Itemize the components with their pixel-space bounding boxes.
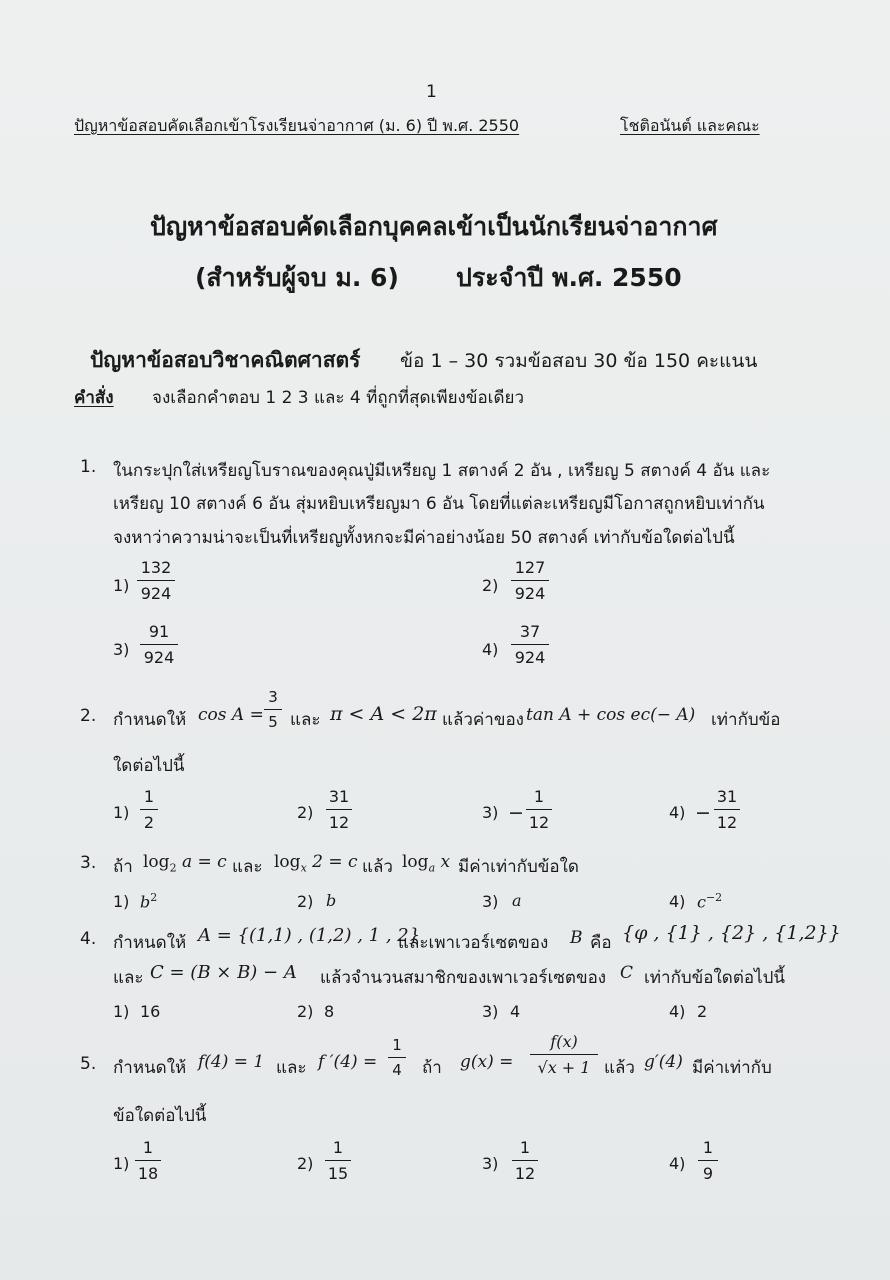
question-text: เท่ากับข้อใดต่อไปนี้: [644, 968, 786, 988]
question-text: กำหนดให้: [113, 710, 187, 730]
option-3-value: 4: [510, 1002, 521, 1021]
question-text: กำหนดให้: [113, 933, 187, 953]
option-3-label: 3): [482, 1002, 499, 1021]
question-number: 4.: [80, 929, 97, 949]
option-3-fraction: 1 12: [526, 787, 552, 832]
option-3-label: 3): [482, 892, 499, 911]
math-symbol: C: [620, 963, 634, 983]
question-number: 2.: [80, 706, 97, 726]
set-a-expression: A = {(1,1) , (1,2) , 1 , 2}: [198, 925, 421, 946]
option-1-fraction: 132 924: [137, 558, 175, 603]
option-2-fraction: 1 15: [325, 1138, 351, 1183]
math-expression: $\log_2 a = c$: [143, 852, 227, 875]
option-2-fraction: 127 924: [511, 558, 549, 603]
subject-info: ข้อ 1 – 30 รวมข้อสอบ 30 ข้อ 150 คะแนน: [400, 350, 758, 372]
instruction-text: จงเลือกคำตอบ 1 2 3 และ 4 ที่ถูกที่สุดเพียงข้อเดียว: [152, 388, 525, 408]
math-fraction: 1 4: [388, 1036, 406, 1079]
math-expression: f ′(4) =: [318, 1052, 378, 1072]
option-3-fraction: 1 12: [512, 1138, 538, 1183]
option-1-label: 1): [113, 892, 130, 911]
option-2-value: 8: [324, 1002, 335, 1021]
question-text: แล้วค่าของ: [442, 710, 524, 730]
option-4-fraction: 1 9: [698, 1138, 718, 1183]
math-fraction: 3 5: [264, 688, 282, 731]
option-1-fraction: 1 18: [135, 1138, 161, 1183]
question-text: คือ: [590, 933, 612, 953]
question-text-line: ข้อใดต่อไปนี้: [113, 1106, 207, 1126]
option-4-fraction: 37 924: [511, 622, 549, 667]
math-expression: π < A < 2π: [330, 703, 437, 725]
option-2-value: b: [326, 891, 337, 910]
subject-title: ปัญหาข้อสอบวิชาคณิตศาสตร์: [90, 348, 361, 372]
option-4-fraction: 31 12: [714, 787, 740, 832]
exam-year: ประจำปี พ.ศ. 2550: [456, 263, 682, 292]
question-text: และ: [113, 968, 144, 988]
math-expression: f(4) = 1: [198, 1052, 265, 1072]
option-1-fraction: 1 2: [140, 787, 158, 832]
question-number: 5.: [80, 1054, 97, 1074]
option-4-label: 4): [669, 803, 686, 822]
question-text: แล้ว: [604, 1058, 635, 1078]
math-expression: tan A + cos ec(− A): [526, 705, 696, 725]
exam-title: ปัญหาข้อสอบคัดเลือกบุคคลเข้าเป็นนักเรียนจ่าอากาศ: [150, 212, 718, 241]
option-2-fraction: 31 12: [326, 787, 352, 832]
option-4-sign: −: [695, 802, 711, 824]
set-c-expression: C = (B × B) − A: [150, 962, 297, 983]
option-4-label: 4): [482, 640, 499, 659]
question-text: กำหนดให้: [113, 1058, 187, 1078]
math-fraction: f(x) √x + 1: [530, 1032, 598, 1077]
option-4-label: 4): [669, 1154, 686, 1173]
option-3-label: 3): [482, 1154, 499, 1173]
option-4-value: 2: [697, 1002, 708, 1021]
option-4-label: 4): [669, 1002, 686, 1021]
question-text: ถ้า: [113, 857, 133, 877]
question-text-line: เหรียญ 10 สตางค์ 6 อัน สุ่มหยิบเหรียญมา 6 อัน โดยที่แต่ละเหรียญมีโอกาสถูกหยิบเท่ากัน: [113, 494, 765, 514]
running-header-authors: โชติอนันต์ และคณะ: [620, 116, 760, 135]
question-text-line: จงหาว่าความน่าจะเป็นที่เหรียญทั้งหกจะมีค่าอย่างน้อย 50 สตางค์ เท่ากับข้อใดต่อไปนี้: [113, 528, 735, 548]
power-set-expression: {φ , {1} , {2} , {1,2}}: [622, 922, 841, 944]
question-text: มีค่าเท่ากับข้อใด: [458, 857, 579, 877]
question-number: 3.: [80, 853, 97, 873]
option-1-label: 1): [113, 803, 130, 822]
instruction-label: คำสั่ง: [74, 388, 114, 408]
math-expression: $\log_a x$: [402, 852, 451, 875]
option-2-label: 2): [297, 892, 314, 911]
math-expression: g′(4): [644, 1052, 683, 1072]
option-1-value: 16: [140, 1002, 161, 1021]
math-expression: $\log_x 2 = c$: [274, 852, 358, 875]
option-1-label: 1): [113, 1002, 130, 1021]
question-text: แล้วจำนวนสมาชิกของเพาเวอร์เซตของ: [320, 968, 607, 988]
question-text: และ: [232, 857, 263, 877]
option-4-label: 4): [669, 892, 686, 911]
option-1-label: 1): [113, 576, 130, 595]
option-2-label: 2): [297, 1002, 314, 1021]
option-1-label: 1): [113, 1154, 130, 1173]
question-text: ถ้า: [422, 1058, 442, 1078]
question-text: แล้ว: [362, 857, 393, 877]
question-text: และเพาเวอร์เซตของ: [398, 933, 549, 953]
running-header-title: ปัญหาข้อสอบคัดเลือกเข้าโรงเรียนจ่าอากาศ (ม. 6) ปี พ.ศ. 2550: [74, 116, 520, 135]
option-4-value: $c^{-2}$: [697, 891, 723, 912]
option-2-label: 2): [482, 576, 499, 595]
option-2-label: 2): [297, 1154, 314, 1173]
exam-audience: (สำหรับผู้จบ ม. 6): [195, 263, 399, 292]
question-text: และ: [290, 710, 321, 730]
option-1-value: $b^2$: [140, 891, 158, 912]
question-number: 1.: [80, 457, 97, 477]
option-3-label: 3): [482, 803, 499, 822]
math-expression: cos A =: [198, 705, 264, 725]
question-text: และ: [276, 1058, 307, 1078]
page-number: 1: [426, 82, 437, 102]
option-3-sign: −: [508, 802, 524, 824]
math-expression: g(x) =: [460, 1052, 514, 1072]
option-3-value: a: [512, 891, 522, 910]
question-text-line: ใดต่อไปนี้: [113, 756, 185, 776]
math-symbol: B: [570, 928, 583, 948]
question-text-line: ในกระปุกใส่เหรียญโบราณของคุณปู่มีเหรียญ 1 สตางค์ 2 อัน , เหรียญ 5 สตางค์ 4 อัน และ: [113, 461, 771, 481]
question-text: มีค่าเท่ากับ: [692, 1058, 772, 1078]
question-text: เท่ากับข้อ: [711, 710, 781, 730]
option-3-fraction: 91 924: [140, 622, 178, 667]
option-3-label: 3): [113, 640, 130, 659]
option-2-label: 2): [297, 803, 314, 822]
